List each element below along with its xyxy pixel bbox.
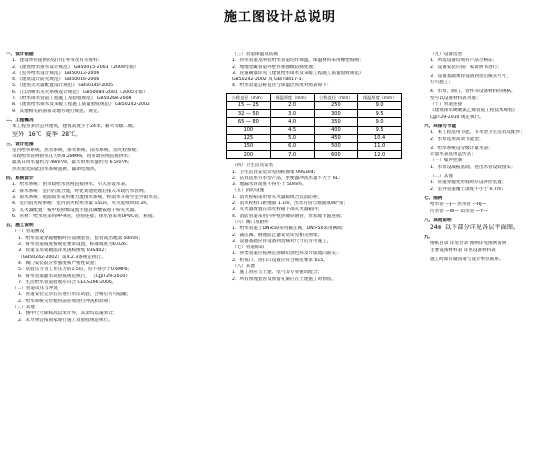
table-header-cell: 公称直径（mm） — [227, 93, 271, 101]
note-line: 3．管道刷漆详见《建筑给水排水及采暖工程施工质量验收规范》 — [232, 70, 364, 76]
note-line: 4．《建筑设计防火规范》 GB50016-2006 — [12, 77, 100, 83]
table-header-cell: 保温厚度（mm） — [358, 93, 402, 101]
table-cell: 500 — [314, 142, 358, 150]
note-line: 1．管道安装完毕后应进行水压试验，合格后方可隐蔽； — [18, 292, 132, 298]
table-row — [227, 126, 402, 134]
note-line: 1．本工程选用节能、节水型卫生洁具及配件； — [430, 130, 525, 136]
note-line: 7．《给水排水管道工程施工及验收规范》 GB50268-2008 — [12, 96, 132, 102]
note-line: 5．试验压力为工作压力的1.5倍，但不得小于0.6MPa； — [18, 267, 133, 273]
note-line: 3．管道支吊架做法详见国标图集 03S402； — [18, 248, 109, 254]
note-line: （一）管道敷设 — [12, 229, 45, 235]
note-line: （一）噪声控制 — [430, 158, 463, 164]
table-row — [227, 118, 402, 126]
section-heading: 四、系统设计 — [6, 176, 34, 182]
table-cell: 150 — [227, 142, 271, 150]
table-cell: 12.0 — [358, 151, 402, 159]
section-heading: 一、设计依据 — [6, 52, 34, 57]
table-cell: 250 — [314, 101, 358, 109]
note-line: 6．排水管道灌水试验按规范执行。 《CJJ/T29-2010》 — [18, 273, 130, 279]
note-line: 2．设备安装应按厂家说明书进行； — [430, 64, 502, 70]
note-line: 2．《建筑给水排水设计规范》 GB50015-2003（2009年版） — [12, 64, 139, 70]
drawing-title: 施工图设计总说明 — [223, 10, 336, 25]
note-line: 室内给水系统、热水系统、排水系统、雨水系统、消火栓系统； — [12, 147, 141, 153]
note-line: 4．水泵、阀门、管件等设备材料的规格、 — [430, 89, 516, 95]
note-line: 6．《自动喷水灭火系统设计规范》 GB50084-2001（2005年版） — [12, 89, 148, 95]
table-cell: 400 — [314, 126, 358, 134]
note-line: 3．设备基础应待设备到货核对尺寸后方可施工。 — [232, 238, 332, 244]
note-line: 1．管道穿越变形缝时应设补偿装置； — [430, 180, 507, 186]
table-header-row — [227, 93, 402, 101]
insulation-thickness-table — [226, 93, 402, 160]
table-cell: 9.0 — [358, 101, 402, 109]
note-line: 1．卫生洁具安装详见国标图集 09S304； — [232, 169, 319, 175]
note-line: GB50242-2002 及 GB/T8417-1； — [232, 77, 307, 83]
note-line: 给水管 —J— 热水管 —RJ— — [430, 202, 487, 208]
note-line: CJJ/T29-2010 规定执行。 — [430, 114, 484, 120]
table-body — [227, 101, 402, 158]
note-line: 3．雨水系统：屋面雨水采用重力流排水系统，经雨水斗排至室外雨水管。 — [12, 194, 162, 200]
note-line: 1．水泵设减振基础，进出水管设软接头； — [430, 164, 516, 170]
note-line: 7．生活给水管道验收应符合 CECS196:2006。 — [18, 279, 117, 285]
table-header-cell: 公称直径（mm） — [314, 93, 358, 101]
note-line: 1．所选设备均须有产品合格证； — [430, 58, 498, 64]
note-line: （二）其他 — [430, 174, 453, 180]
table-cell: 7.0 — [270, 151, 314, 159]
note-line: （三）其他 — [12, 304, 35, 310]
note-line: 2．排水管道坡度按规范要求设置，标准坡度为0.026； — [18, 242, 131, 248]
note-line: 施工时如有疑问请与设计单位联系。 — [430, 257, 504, 263]
section-heading: 三、设计范围 — [6, 141, 34, 147]
note-line: 2．检查口、清扫口设置应符合规范要求 615。 — [232, 257, 328, 263]
note-line: 6．管材：给水管采用PP-R管，热熔连接；排水管采用UPVC管，粘接。 — [12, 213, 158, 219]
note-line: 热水由太阳能热水系统提供，辅助电加热。 — [12, 166, 100, 172]
note-line: 本工程为多层公共建筑，建筑高度小于24米，耐火等级二级。 — [12, 124, 138, 130]
note-line: 1．给水管道穿越楼板时应设钢套管，套管高出地面 50mm； — [18, 235, 143, 241]
note-line: （GB50242-2002）第4.2.3条规定执行。 — [18, 254, 106, 260]
note-line: （三）管道保温及防腐 — [232, 52, 278, 57]
table-cell: 9.5 — [358, 110, 402, 118]
note-line: 3．《室外给水设计规范》 GB50013-2006 — [12, 70, 100, 76]
note-line: 2．未尽事宜按国家现行施工及验收规范执行。 — [18, 317, 113, 323]
notes-column-left — [6, 52, 204, 324]
note-line: 污水管 —W— 雨水管 —Y— — [430, 208, 488, 214]
note-line: 1．热水管道及明装给水管道均作保温，保温材料采用橡塑海绵； — [232, 58, 364, 64]
note-line: 4．阀门安装前应作强度和严密性试验； — [18, 260, 100, 266]
note-line: 市政给水管网供水压力约0.28MPa，由市政管网直接供水； — [12, 154, 133, 160]
table-cell: 32 — 50 — [227, 110, 271, 118]
table-cell: 300 — [314, 110, 358, 118]
table-cell: 11.0 — [358, 142, 402, 150]
table-row — [227, 142, 402, 150]
note-line: 5．灭火器配置：按中危险级设置手提式磷酸铵盐干粉灭火器。 — [12, 207, 139, 213]
note-line: 24m 以下部分详见各层平面图。 — [430, 224, 520, 232]
note-line: 方可施工； — [430, 80, 453, 86]
table-cell: 10.4 — [358, 134, 402, 142]
table-header-cell: 保温厚度（mm） — [270, 93, 314, 101]
middle-notes-bottom — [226, 163, 408, 283]
note-line: 2．给水系统交付使用前必须进行冲洗和消毒； — [18, 298, 113, 304]
note-line: （九）设备选型 — [430, 52, 463, 57]
table-cell: 9.5 — [358, 126, 402, 134]
note-line: 2．室外管道覆土深度不小于 0.7m； — [430, 186, 506, 192]
table-cell: 6.0 — [270, 142, 314, 150]
note-line: 3．灭火器放置在消火栓箱下部灭火器箱内； — [232, 207, 323, 213]
note-line: 8．《建筑给水排水及采暖工程施工质量验收规范》 GB50242-2002 — [12, 102, 150, 108]
notes-column-right — [424, 52, 554, 263]
note-line: 图纸目录 详见目录 图例详见图例说明 — [430, 241, 507, 247]
table-cell: 15 — 25 — [227, 101, 271, 109]
note-line: 1．图中尺寸除标高以米计外，其余均以毫米计； — [18, 311, 118, 317]
table-cell: 200 — [227, 151, 271, 159]
section-heading: 二、工程概况 — [6, 117, 34, 123]
note-line: 2．减压阀、倒流防止器安装详见相关图集； — [232, 232, 323, 238]
table-cell: 450 — [314, 134, 358, 142]
note-line: 2．埋地金属管道外壁作加强级防腐处理； — [232, 64, 318, 70]
note-line: 3．给水系统设分级计量水表； — [430, 145, 493, 151]
table-row — [227, 151, 402, 159]
note-line: 1．给水管道上DN≤50采用截止阀，DN>50采用闸阀； — [232, 226, 347, 232]
note-line: 1．施工时应与土建、电气等专业密切配合； — [232, 270, 323, 276]
section-heading: 五、施工说明 — [6, 223, 34, 229]
note-line: 3．地漏水封高度不得小于 50mm。 — [232, 182, 307, 188]
note-line: 4．给水管道公称直径与保温层厚度对照表如下： — [232, 83, 332, 89]
note-line: （五）消防设施 — [232, 188, 265, 194]
note-line: 1．消火栓箱采用带灭火器箱组合式消防柜； — [232, 194, 323, 200]
note-line: （七）管道标识 — [232, 245, 265, 251]
table-cell: 65 — 80 — [227, 118, 271, 126]
table-cell: 2.0 — [270, 101, 314, 109]
table-cell: 100 — [227, 126, 271, 134]
note-line: 9．其他相关的国家及地方现行规范、规定。 — [12, 108, 103, 114]
table-cell: 125 — [227, 134, 271, 142]
note-line: 最高日用水量约为 48m³/d，最大时用水量约为 6.5m³/h； — [12, 160, 133, 166]
table-row — [227, 101, 402, 109]
note-line: （四）卫生洁具安装 — [232, 163, 274, 169]
note-line: 主要设备材料表 详见设备材料表 — [430, 247, 496, 253]
note-line: 2．水泵选用高效节能型； — [430, 136, 484, 142]
note-line: 1．给水系统：由市政给水管网直接供水，引入管设水表。 — [12, 182, 130, 188]
note-line: 1．各类管道应按规定涂刷识别色环及介质流向箭头； — [232, 251, 341, 257]
section-heading: 八、其他说明 — [424, 217, 452, 223]
section-heading: 九、 — [424, 235, 434, 241]
note-line: 5．《建筑灭火器配置设计规范》 GB50140-2005 — [12, 83, 114, 89]
table-cell: 3.0 — [270, 110, 314, 118]
table-row — [227, 110, 402, 118]
section-heading: 七、图例 — [424, 195, 443, 201]
note-line: 2．所有预埋套管及预留孔洞应在土建施工时预留。 — [232, 276, 336, 282]
note-line: 1．建设单位提供的设计任务书及有关资料； — [12, 58, 103, 64]
note-line: （六）阀门及附件 — [232, 219, 269, 225]
note-line: 《建筑排水硬聚氯乙烯管道工程技术规程》 — [430, 108, 518, 114]
note-line: 2．消火栓栓口距地面 1.1m，出水方向与墙面成90°角； — [232, 201, 349, 207]
note-line: （十）管道连接 — [430, 102, 463, 108]
note-line: 4．室内消火栓系统：室内消火栓用水量 15L/s，火灾延续时间 2h。 — [12, 201, 151, 207]
notes-column-middle — [226, 52, 408, 283]
note-line: （二）管道试压与冲洗 — [12, 286, 58, 292]
note-line: 室外 16℃ 夏季 28℃。 — [12, 130, 82, 138]
note-line: 4．消防管道采用内外壁热镀锌钢管，丝扣或卡箍连接； — [232, 213, 346, 219]
table-cell: 350 — [314, 118, 358, 126]
middle-notes-top — [226, 52, 408, 90]
table-cell: 4.5 — [270, 126, 314, 134]
section-heading: 六、环保与节能 — [424, 123, 457, 129]
note-line: 2．洁具选用节水型产品，坐便器冲洗水量不大于 6L； — [232, 175, 343, 181]
note-line: 3．设备基础须待设备到货后核实尺寸， — [430, 73, 512, 79]
table-cell: 9.0 — [358, 118, 402, 126]
note-line: （八）其他 — [232, 264, 255, 270]
note-line: 计量水表选用远传式； — [430, 152, 476, 158]
note-line: 型号以设备材料表为准； — [430, 95, 481, 101]
table-cell: 4.0 — [270, 118, 314, 126]
table-row — [227, 134, 402, 142]
table-cell: 5.0 — [270, 134, 314, 142]
note-line: 2．排水系统：室内污废合流，经化粪池处理后排入市政污水管网。 — [12, 188, 149, 194]
table-cell: 600 — [314, 151, 358, 159]
